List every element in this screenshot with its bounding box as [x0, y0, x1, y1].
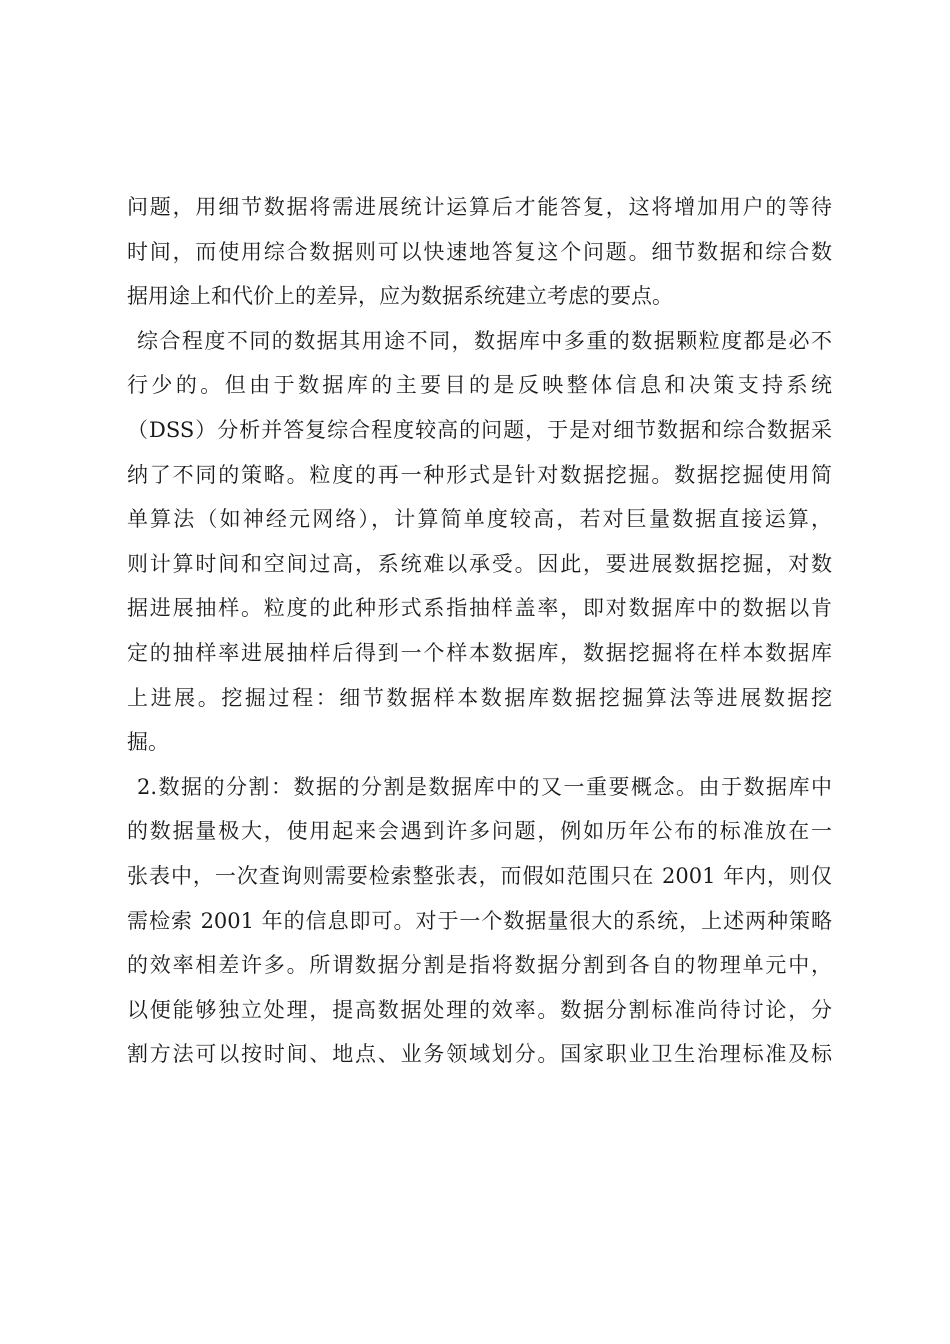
text-line: 则计算时间和空间过高，系统难以承受。因此，要进展数据挖掘，对数: [127, 551, 832, 576]
body-text: [127, 185, 832, 1077]
text-line: 据用途上和代价上的差异，应为数据系统建立考虑的要点。: [127, 284, 673, 309]
text-line: 的效率相差许多。所谓数据分割是指将数据分割到各自的物理单元中，: [127, 953, 832, 978]
text-line: 以便能够独立处理，提高数据处理的效率。数据分割标准尚待讨论，分: [127, 997, 832, 1022]
text-line: 行少的。但由于数据库的主要目的是反映整体信息和决策支持系统: [127, 373, 832, 398]
text-line: 需检索 2001 年的信息即可。对于一个数据量很大的系统，上述两种策略: [127, 908, 832, 933]
text-line: 纳了不同的策略。粒度的再一种形式是针对数据挖掘。数据挖掘使用简: [127, 462, 832, 487]
paragraph-3: [127, 765, 832, 1077]
text-line: （DSS）分析并答复综合程度较高的问题，于是对细节数据和综合数据采: [127, 417, 832, 442]
text-line: 张表中，一次查询则需要检索整张表，而假如范围只在 2001 年内，则仅: [127, 863, 832, 888]
text-line: 据进展抽样。粒度的此种形式系指抽样盖率，即对数据库中的数据以肯: [127, 596, 832, 621]
text-line: 时间，而使用综合数据则可以快速地答复这个问题。细节数据和综合数: [127, 239, 832, 264]
text-line: 上进展。挖掘过程：细节数据样本数据库数据挖掘算法等进展数据挖: [127, 685, 832, 710]
text-line: 2.数据的分割：数据的分割是数据库中的又一重要概念。由于数据库中: [137, 774, 832, 799]
text-line: 的数据量极大，使用起来会遇到许多问题，例如历年公布的标准放在一: [127, 819, 832, 844]
text-line: 综合程度不同的数据其用途不同，数据库中多重的数据颗粒度都是必不: [137, 328, 832, 353]
paragraph-1: [127, 185, 832, 319]
text-line: 问题，用细节数据将需进展统计运算后才能答复，这将增加用户的等待: [127, 195, 832, 219]
text-line: 割方法可以按时间、地点、业务领域划分。国家职业卫生治理标准及标: [127, 1042, 832, 1067]
text-line: 定的抽样率进展抽样后得到一个样本数据库，数据挖掘将在样本数据库: [127, 640, 832, 665]
text-line: 单算法（如神经元网络），计算简单度较高，若对巨量数据直接运算，: [127, 507, 832, 532]
text-line: 掘。: [127, 730, 169, 755]
paragraph-2: [127, 319, 832, 765]
